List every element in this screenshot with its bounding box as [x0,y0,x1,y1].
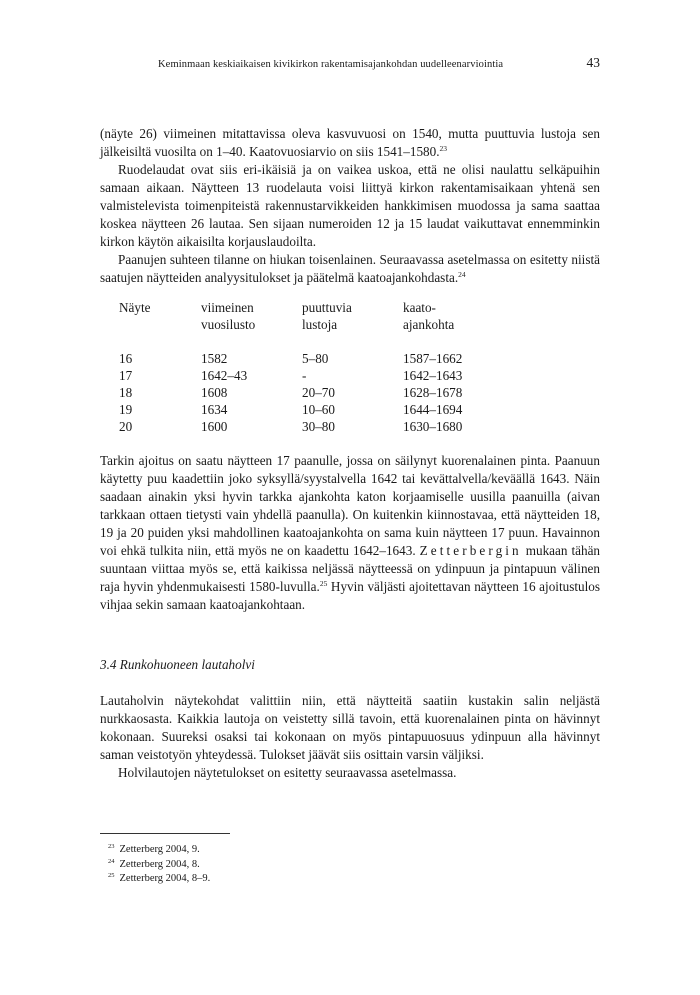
column-header-kaato: kaato- ajankohta [403,300,455,332]
cell-puuttuvia: - [302,368,307,383]
paragraph-holvilautojen: Holvilautojen näytetulokset on esitetty seuraavassa asetelmassa. [118,765,457,780]
footnote-25: $^{25}$ Zetterberg 2004, 8–9. [108,872,211,884]
cell-nayte: 16 [119,351,133,366]
cell-puuttuvia: 5–80 [302,351,329,366]
footnotes [108,843,210,887]
section-heading: 3.4 Runkohuoneen lautaholvi [100,657,255,672]
cell-viimeinen: 1582 [201,351,228,366]
cell-viimeinen: 1608 [201,385,228,400]
cell-kaato: 1644–1694 [403,402,463,417]
cell-kaato: 1630–1680 [403,419,463,434]
footnote-24: $^{24}$ Zetterberg 2004, 8. [108,857,200,870]
table-row [119,384,513,401]
author-name-spaced: Zetterbergin [419,543,522,558]
cell-viimeinen: 1642–43 [201,368,248,383]
cell-puuttuvia: 30–80 [302,419,335,434]
footnote-23: $^{23}$ Zetterberg 2004, 9. [108,843,200,855]
paragraph-continuation: (näyte 26) viimeinen mitattavissa oleva kasvuvuosi on 1540, mutta puuttuvia lustoja sen jälkeisiltä vuosilta on 1–40. Kaatovuosiarvio on siis 1541–1580.23 [100,126,600,159]
body-text-lower [100,692,600,782]
footnote-separator [100,833,230,834]
table-row [119,367,513,384]
column-header-puuttuvia: puuttuvia lustoja [302,300,352,332]
paragraph-ruodelaudat: Ruodelaudat ovat siis eri-ikäisiä ja on vaikea uskoa, että ne olisi naulattu selkäpuihin samaan aikaan. Näytteen 13 ruodelauta voisi liittyä kirkon rakentamisaikaan yhtenä sen valmistelevista toimenpiteistä rakennustarvikkeiden hankkimisen muodossa ja sama saattaa koskea näytteen 26 lautaa. Sen sijaan numeroiden 12 ja 15 laudat vaikuttavat ennemminkin kirkon käytön aikaisilta korjauslaudoilta. [100,162,600,249]
table-row [119,418,513,435]
body-text-upper [100,125,600,287]
cell-puuttuvia: 10–60 [302,402,335,417]
cell-kaato: 1642–1643 [403,368,463,383]
paragraph-paanujen: Paanujen suhteen tilanne on hiukan toisenlainen. Seuraavassa asetelmassa on esitetty niistä saatujen näytteiden analyysitulokset ja päätelmä kaatoajankohdasta.$^{24}$ [100,252,600,285]
cell-viimeinen: 1634 [201,402,228,417]
cell-nayte: 17 [119,368,133,383]
running-title: Keminmaan keskiaikaisen kivikirkon rakentamisajankohdan uudelleenarviointia [158,59,504,70]
running-head [100,55,600,71]
paragraph-lautaholvin: Lautaholvin näytekohdat valittiin niin, että näytteitä saatiin kustakin salin neljästä nurkkaosasta. Kaikkia lautoja on veistetty sillä tavoin, että kuorenalainen pinta on hävinnyt kokonaan. Suureksi osaksi tai kokonaan on myös pintapuuosuus ydinpuun alla hävinnyt saman veistotyön yhteydessä. Tulokset jäävät siis osittain varsin väljiksi. [100,693,600,762]
page-number: 43 [586,55,600,70]
cell-nayte: 18 [119,385,133,400]
table-row [119,350,513,367]
cell-nayte: 19 [119,402,133,417]
column-header-viimeinen: viimeinen vuosilusto [201,300,256,332]
cell-puuttuvia: 20–70 [302,385,335,400]
footnote-ref-25[interactable]: 25 [319,579,328,588]
body-text-middle [100,452,600,614]
table-header-row [119,299,513,350]
footnote-ref-24[interactable]: 24 [458,270,466,279]
cell-kaato: 1587–1662 [403,351,463,366]
cell-nayte: 20 [119,419,133,434]
table-row [119,401,513,418]
column-header-nayte: Näyte [119,300,151,315]
cell-kaato: 1628–1678 [403,385,463,400]
paragraph-tarkin-ajoitus: Tarkin ajoitus on saatu näytteen 17 paanulle, jossa on säilynyt kuorenalainen pinta. Paanuun käytetty puu kaadettiin joko syksyllä/syystalvella 1642 tai kevättalvella/keväällä 1643. Näin saadaan ainakin yksi hyvin tarkka ajankohta katon korjaamiselle uusilla paanuilla (aivan tarkkaan ottaen tietysti vain yhdellä paanulla). On kuitenkin kiinnostavaa, että näytteiden 18, 19 ja 20 puiden yksi mahdollinen kaatoajankohta on sama kuin näytteen 17 puun. Havainnon voi ehkä tulkita niin, että myös ne on kaadettu 1642–1643. Zetterbergin mukaan tähän suuntaan viittaa myös se, että kaikissa neljässä näytteessä on ydinpuun ja pintapuun välinen raja hyvin yhdenmukaisesti 1580-luvulla.$^{25}$ Hyvin väljästi ajoitettavan näytteen 16 ajoitustulos vihjaa sekin samaan kaatoajankohtaan. [100,453,601,612]
paanu-sample-table [119,299,513,435]
footnote-ref-23[interactable]: 23 [439,144,448,153]
cell-viimeinen: 1600 [201,419,228,434]
